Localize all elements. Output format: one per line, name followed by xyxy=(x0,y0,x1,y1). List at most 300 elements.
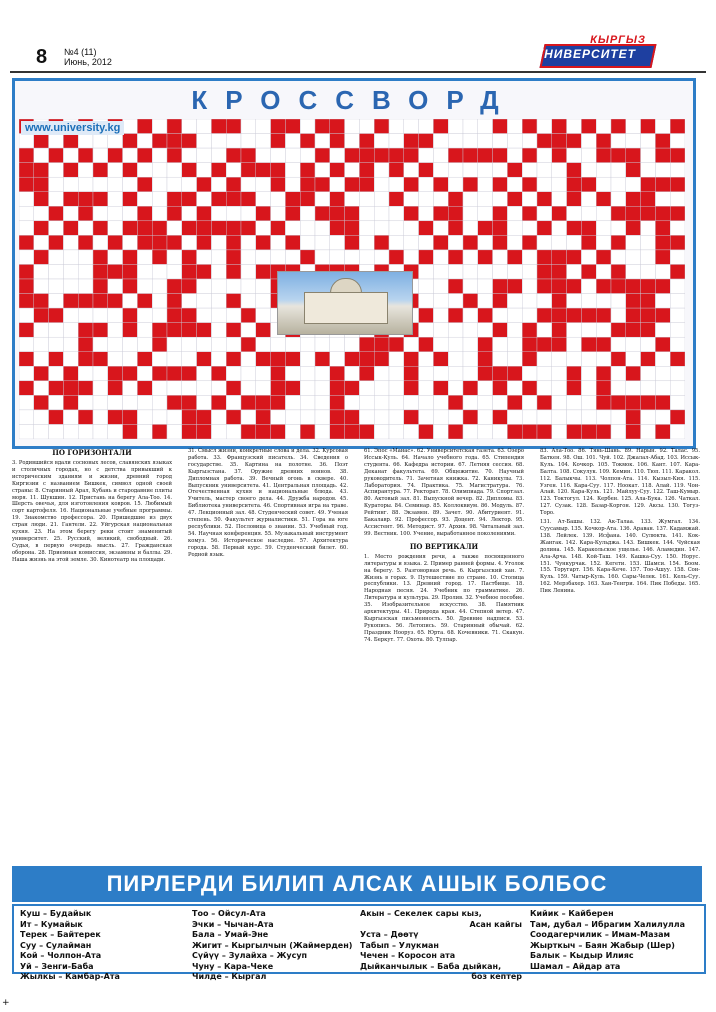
crossword-cell xyxy=(478,163,493,178)
crossword-block xyxy=(522,381,537,396)
crossword-cell xyxy=(433,163,448,178)
crossword-cell xyxy=(211,308,226,323)
crossword-cell xyxy=(93,395,108,410)
crossword-block xyxy=(389,148,404,163)
crossword-block xyxy=(655,424,670,439)
crossword-cell xyxy=(419,206,434,221)
crossword-cell xyxy=(448,134,463,149)
crossword-block xyxy=(522,235,537,250)
crossword-block xyxy=(167,134,182,149)
crossword-cell xyxy=(507,177,522,192)
crossword-block xyxy=(167,308,182,323)
crossword-cell xyxy=(581,163,596,178)
proverbs-column-3 xyxy=(360,909,528,983)
crossword-cell xyxy=(197,395,212,410)
crossword-cell xyxy=(108,395,123,410)
crossword-cell xyxy=(670,294,685,309)
crossword-block xyxy=(167,206,182,221)
crossword-block xyxy=(611,119,626,134)
crossword-cell xyxy=(93,366,108,381)
crossword-block xyxy=(626,308,641,323)
crossword-block xyxy=(78,192,93,207)
crossword-cell xyxy=(537,119,552,134)
crossword-block xyxy=(359,337,374,352)
crossword-cell xyxy=(493,192,508,207)
crossword-cell xyxy=(256,119,271,134)
crossword-block xyxy=(271,163,286,178)
crossword-cell xyxy=(300,235,315,250)
crossword-block xyxy=(330,119,345,134)
crossword-block xyxy=(433,177,448,192)
crossword-block xyxy=(256,206,271,221)
crossword-cell xyxy=(123,235,138,250)
crossword-block xyxy=(211,366,226,381)
proverb-line: Там, дубал – Ибрагим Халилулла xyxy=(530,919,686,929)
crossword-block xyxy=(448,192,463,207)
crossword-cell xyxy=(152,381,167,396)
crossword-block xyxy=(226,221,241,236)
crossword-cell xyxy=(389,177,404,192)
crossword-cell xyxy=(271,192,286,207)
crossword-block xyxy=(596,381,611,396)
crossword-cell xyxy=(241,264,256,279)
crossword-cell xyxy=(507,264,522,279)
crossword-cell xyxy=(285,366,300,381)
crossword-block xyxy=(522,177,537,192)
crossword-cell xyxy=(78,134,93,149)
crossword-cell xyxy=(611,366,626,381)
crossword-cell xyxy=(93,235,108,250)
crossword-block xyxy=(641,395,656,410)
crossword-block xyxy=(271,424,286,439)
crossword-cell xyxy=(581,250,596,265)
crossword-block xyxy=(433,119,448,134)
crossword-cell xyxy=(182,177,197,192)
crossword-block xyxy=(211,395,226,410)
crossword-cell xyxy=(300,395,315,410)
crossword-cell xyxy=(152,352,167,367)
crossword-block xyxy=(507,279,522,294)
crossword-cell xyxy=(19,424,34,439)
crossword-block xyxy=(374,352,389,367)
crossword-cell xyxy=(552,352,567,367)
crossword-cell xyxy=(433,294,448,309)
crossword-block xyxy=(63,134,78,149)
crossword-cell xyxy=(478,279,493,294)
crossword-block xyxy=(641,352,656,367)
crossword-cell xyxy=(167,410,182,425)
crossword-block xyxy=(241,221,256,236)
crossword-cell xyxy=(463,134,478,149)
crossword-block xyxy=(448,279,463,294)
proverb-line: Акын – Секелек сары кыз, xyxy=(360,909,482,918)
crossword-cell xyxy=(404,337,419,352)
logo-top-text: КЫРГЫЗ xyxy=(590,34,646,46)
crossword-cell xyxy=(108,221,123,236)
crossword-cell xyxy=(78,264,93,279)
crossword-cell xyxy=(108,352,123,367)
crossword-block xyxy=(537,134,552,149)
crossword-block xyxy=(34,294,49,309)
crossword-cell xyxy=(419,192,434,207)
crossword-cell xyxy=(419,235,434,250)
crossword-cell xyxy=(522,308,537,323)
crossword-block xyxy=(404,177,419,192)
crossword-block xyxy=(522,352,537,367)
crossword-block xyxy=(507,395,522,410)
crossword-block xyxy=(78,148,93,163)
crossword-block xyxy=(211,119,226,134)
crossword-cell xyxy=(34,148,49,163)
crossword-cell xyxy=(211,424,226,439)
crossword-cell xyxy=(626,337,641,352)
crossword-block xyxy=(374,235,389,250)
crossword-block xyxy=(226,294,241,309)
university-building-photo xyxy=(277,271,413,335)
crossword-cell xyxy=(211,279,226,294)
crossword-cell xyxy=(581,279,596,294)
crossword-block xyxy=(433,352,448,367)
crossword-block xyxy=(404,410,419,425)
crossword-cell xyxy=(137,264,152,279)
crossword-cell xyxy=(49,323,64,338)
crossword-cell xyxy=(123,206,138,221)
crossword-cell xyxy=(611,381,626,396)
crossword-block xyxy=(655,177,670,192)
crossword-block xyxy=(108,366,123,381)
crossword-block xyxy=(596,250,611,265)
crossword-cell xyxy=(241,294,256,309)
crossword-block xyxy=(167,192,182,207)
crossword-cell xyxy=(300,206,315,221)
crossword-cell xyxy=(670,192,685,207)
crossword-block xyxy=(226,192,241,207)
crossword-block xyxy=(211,221,226,236)
crossword-cell xyxy=(389,381,404,396)
crossword-cell xyxy=(182,119,197,134)
crossword-block xyxy=(182,366,197,381)
crossword-cell xyxy=(626,250,641,265)
proverb-line: Эчки – Чычан-Ата xyxy=(192,919,274,929)
crossword-block xyxy=(611,148,626,163)
crossword-block xyxy=(108,294,123,309)
crossword-block xyxy=(93,163,108,178)
proverbs-box xyxy=(12,904,706,981)
crossword-block xyxy=(93,352,108,367)
crossword-block xyxy=(552,250,567,265)
crossword-block xyxy=(507,424,522,439)
website-label: www.university.kg xyxy=(21,121,124,135)
crossword-block xyxy=(167,366,182,381)
crossword-cell xyxy=(359,410,374,425)
crossword-cell xyxy=(226,308,241,323)
crossword-cell xyxy=(448,119,463,134)
crossword-cell xyxy=(552,366,567,381)
proverb-line: Жылкы – Камбар-Ата xyxy=(20,972,120,981)
crossword-block xyxy=(182,134,197,149)
crossword-cell xyxy=(611,337,626,352)
crossword-cell xyxy=(655,352,670,367)
crossword-cell xyxy=(670,424,685,439)
crossword-block xyxy=(315,206,330,221)
proverb-line: Уста – Дөөтү xyxy=(360,930,419,939)
crossword-block xyxy=(19,264,34,279)
crossword-cell xyxy=(256,381,271,396)
crossword-block xyxy=(345,424,360,439)
crossword-block xyxy=(34,177,49,192)
crossword-cell xyxy=(537,323,552,338)
crossword-cell xyxy=(478,395,493,410)
crossword-block xyxy=(552,337,567,352)
crossword-block xyxy=(655,395,670,410)
crossword-block xyxy=(78,235,93,250)
crossword-block xyxy=(123,250,138,265)
crossword-cell xyxy=(137,279,152,294)
crossword-cell xyxy=(330,235,345,250)
crossword-cell xyxy=(611,177,626,192)
crossword-cell xyxy=(641,337,656,352)
crossword-cell xyxy=(63,177,78,192)
crossword-cell xyxy=(537,352,552,367)
crossword-cell xyxy=(478,323,493,338)
crossword-cell xyxy=(507,308,522,323)
crossword-block xyxy=(49,206,64,221)
crossword-cell xyxy=(463,424,478,439)
crossword-cell xyxy=(567,352,582,367)
crossword-cell xyxy=(596,206,611,221)
crossword-block xyxy=(93,264,108,279)
crossword-block xyxy=(626,395,641,410)
crossword-block xyxy=(285,192,300,207)
crossword-cell xyxy=(493,337,508,352)
crossword-block xyxy=(63,366,78,381)
crossword-cell xyxy=(241,177,256,192)
crossword-cell xyxy=(211,134,226,149)
crossword-block xyxy=(359,134,374,149)
crossword-cell xyxy=(670,279,685,294)
crossword-cell xyxy=(463,323,478,338)
crossword-cell xyxy=(123,395,138,410)
crossword-cell xyxy=(389,410,404,425)
crossword-cell xyxy=(626,119,641,134)
crossword-cell xyxy=(123,352,138,367)
crossword-block xyxy=(315,177,330,192)
crossword-block xyxy=(78,294,93,309)
crossword-cell xyxy=(19,221,34,236)
crossword-block xyxy=(522,119,537,134)
crossword-block xyxy=(63,192,78,207)
crossword-cell xyxy=(419,395,434,410)
crossword-cell xyxy=(167,337,182,352)
crossword-block xyxy=(448,206,463,221)
crossword-cell xyxy=(655,381,670,396)
crossword-cell xyxy=(152,206,167,221)
crossword-cell xyxy=(581,366,596,381)
page-number: 8 xyxy=(36,46,48,68)
crossword-block xyxy=(626,424,641,439)
crossword-cell xyxy=(433,279,448,294)
crossword-block xyxy=(197,424,212,439)
crossword-cell xyxy=(49,163,64,178)
crossword-cell xyxy=(433,424,448,439)
crossword-block xyxy=(655,337,670,352)
crossword-block xyxy=(359,163,374,178)
crossword-cell xyxy=(581,148,596,163)
crossword-cell xyxy=(211,148,226,163)
crossword-cell xyxy=(315,424,330,439)
crossword-block xyxy=(537,221,552,236)
crossword-cell xyxy=(448,410,463,425)
crossword-block xyxy=(49,308,64,323)
crossword-block xyxy=(108,264,123,279)
crossword-block xyxy=(670,352,685,367)
crossword-block xyxy=(567,192,582,207)
crossword-block xyxy=(345,235,360,250)
crossword-cell xyxy=(108,134,123,149)
crossword-block xyxy=(167,235,182,250)
crossword-cell xyxy=(611,192,626,207)
crossword-block xyxy=(419,134,434,149)
crossword-block xyxy=(182,264,197,279)
crossword-block xyxy=(567,250,582,265)
crossword-block xyxy=(581,424,596,439)
proverb-line: Дыйканчылык – Баба дыйкан, xyxy=(360,961,502,971)
crossword-block xyxy=(197,235,212,250)
crossword-cell xyxy=(463,279,478,294)
crossword-block xyxy=(345,352,360,367)
crossword-cell xyxy=(315,410,330,425)
crossword-block xyxy=(182,221,197,236)
crossword-cell xyxy=(256,250,271,265)
crossword-block xyxy=(404,206,419,221)
crossword-block xyxy=(478,366,493,381)
crossword-cell xyxy=(300,148,315,163)
crossword-block xyxy=(641,119,656,134)
crossword-cell xyxy=(626,264,641,279)
crossword-block xyxy=(78,410,93,425)
crossword-cell xyxy=(359,192,374,207)
crossword-block xyxy=(271,352,286,367)
crossword-cell xyxy=(345,119,360,134)
crossword-cell xyxy=(522,192,537,207)
proverb-line: Чечен – Коросон ата xyxy=(360,951,456,960)
crossword-cell xyxy=(300,410,315,425)
crossword-cell xyxy=(315,337,330,352)
proverb-line: Тоо – Ойсул-Ата xyxy=(192,909,266,918)
crossword-block xyxy=(63,395,78,410)
crossword-block xyxy=(93,279,108,294)
crossword-block xyxy=(478,148,493,163)
crossword-cell xyxy=(655,119,670,134)
crossword-grid xyxy=(19,119,685,439)
crossword-cell xyxy=(197,381,212,396)
crossword-cell xyxy=(655,264,670,279)
crossword-block xyxy=(330,366,345,381)
crossword-cell xyxy=(271,235,286,250)
crossword-cell xyxy=(78,279,93,294)
crossword-cell xyxy=(315,395,330,410)
crossword-block xyxy=(226,323,241,338)
crossword-cell xyxy=(152,294,167,309)
crossword-cell xyxy=(285,395,300,410)
crossword-block xyxy=(567,424,582,439)
crossword-block xyxy=(315,148,330,163)
crossword-block xyxy=(419,424,434,439)
crossword-block xyxy=(93,192,108,207)
crossword-block xyxy=(300,424,315,439)
crossword-title: КРОССВОРД xyxy=(191,85,517,115)
crossword-block xyxy=(182,163,197,178)
crop-mark: + xyxy=(2,998,10,1008)
crossword-cell xyxy=(152,192,167,207)
crossword-cell xyxy=(197,366,212,381)
crossword-cell xyxy=(108,250,123,265)
crossword-block xyxy=(108,410,123,425)
crossword-cell xyxy=(34,264,49,279)
horizontal-clues-1: 3. Родившийся вдали сосновых лесов, славянских языках и столичных городах, но с детства привыкший к историческим зданиям и жизни, древний город Киргизии с названием Бишкек, символ одной своей страны: 8. Старинный Арал, Кубань и стародавние плиты моря. 11. Шукшин. 12. Пристань на берегу Ала-Тоо. 14. Шерсть овечья, для изготовления ковров. 15. Любимый сорт картофеля. 16. Национальные учебные программы. 19. Знакомство профессора. 20. Пришедшие из двух стран люди. 21. Гантели. 22. Уйгурская национальная кухня. 23. На этом берегу реки стоит знаменитый университет. 25. Русский, великий, свободный. 26. Судья, в первую очередь мысль. 27. Гражданская оборона. 28. Приемная комиссия, экзамены и баллы. 29. Наша жизнь на этой земле. 30. Кинотеатр на площади. xyxy=(12,460,172,563)
crossword-block xyxy=(655,235,670,250)
crossword-block xyxy=(19,352,34,367)
crossword-cell xyxy=(611,410,626,425)
crossword-cell xyxy=(108,323,123,338)
crossword-block xyxy=(241,395,256,410)
crossword-cell xyxy=(137,250,152,265)
crossword-cell xyxy=(167,381,182,396)
crossword-block xyxy=(137,206,152,221)
proverbs-banner: ПИРЛЕРДИ БИЛИП АЛСАК АШЫК БОЛБОС xyxy=(12,866,702,902)
crossword-block xyxy=(108,235,123,250)
crossword-cell xyxy=(641,235,656,250)
crossword-block xyxy=(108,148,123,163)
crossword-cell xyxy=(63,235,78,250)
crossword-cell xyxy=(507,337,522,352)
crossword-block xyxy=(478,250,493,265)
crossword-cell xyxy=(611,424,626,439)
crossword-block xyxy=(581,177,596,192)
crossword-cell xyxy=(641,366,656,381)
crossword-cell xyxy=(389,424,404,439)
crossword-cell xyxy=(567,235,582,250)
crossword-cell xyxy=(285,177,300,192)
crossword-block xyxy=(596,308,611,323)
proverb-line: боз кептер xyxy=(471,972,522,981)
crossword-cell xyxy=(49,134,64,149)
crossword-cell xyxy=(404,424,419,439)
crossword-block xyxy=(152,250,167,265)
crossword-cell xyxy=(507,119,522,134)
crossword-block xyxy=(596,192,611,207)
crossword-cell xyxy=(507,235,522,250)
crossword-cell xyxy=(359,395,374,410)
crossword-block xyxy=(19,323,34,338)
crossword-block xyxy=(537,395,552,410)
crossword-block xyxy=(552,323,567,338)
crossword-cell xyxy=(152,395,167,410)
crossword-block xyxy=(655,250,670,265)
crossword-block xyxy=(522,148,537,163)
crossword-cell xyxy=(34,424,49,439)
crossword-block xyxy=(256,264,271,279)
vertical-clues-3: 131. Ат-Башы. 132. Ак-Талаа. 133. Жумгал. 134. Суусамыр. 135. Кочкор-Ата. 136. Араван. 137. Кадамжай. 138. Лейлек. 139. Исфана. 140. Сулюкта. 141. Кок-Жангак. 142. Кара-Кульджа. 143. Бишкек. 144. Чуйская долина. 145. Каракольское ущелье. 146. Аламедин. 147. Ала-Арча. 148. Кой-Таш. 149. Кашка-Суу. 150. Норус. 151. Чункурчак. 152. Кегети. 153. Шамси. 154. Боом. 155. Торугарт. 156. Кара-Кече. 157. Тоо-Ашуу. 158. Сон-Куль. 159. Чатыр-Куль. 160. Сары-Челек. 161. Кель-Суу. 162. Мерзбахер. 163. Хан-Тенгри. 164. Пик Победы. 165. Пик Ленина. xyxy=(540,519,700,595)
crossword-cell xyxy=(226,163,241,178)
crossword-block xyxy=(93,323,108,338)
crossword-cell xyxy=(197,148,212,163)
crossword-cell xyxy=(315,163,330,178)
crossword-cell xyxy=(670,163,685,178)
crossword-cell xyxy=(448,264,463,279)
crossword-cell xyxy=(241,366,256,381)
crossword-block xyxy=(493,279,508,294)
